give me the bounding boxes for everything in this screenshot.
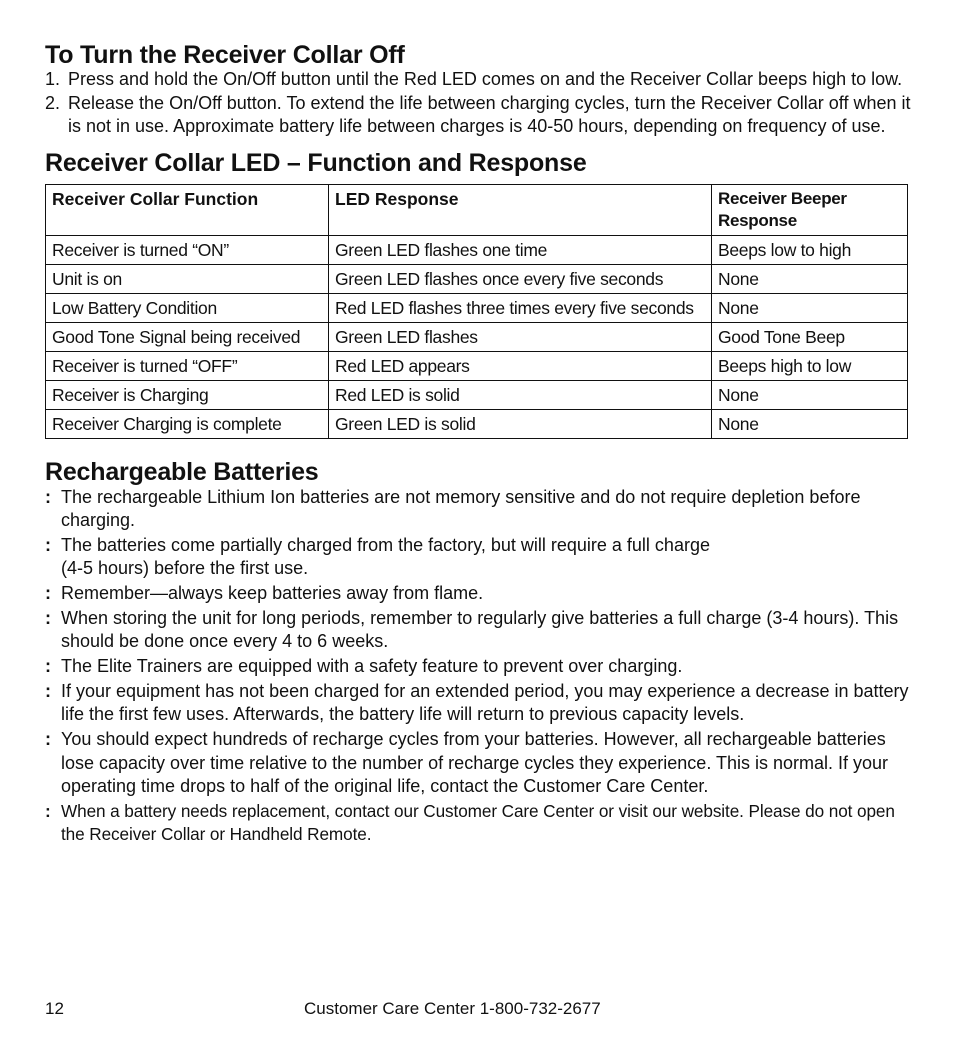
cell-led-response: Green LED flashes one time (329, 235, 712, 264)
section-title-batteries: Rechargeable Batteries (45, 457, 319, 486)
table-row (46, 409, 908, 438)
list-item (45, 728, 911, 798)
list-item (45, 534, 911, 580)
cell-led-response: Red LED appears (329, 351, 712, 380)
bullet-text: If your equipment has not been charged for an extended period, you may experience a decrease in battery life the first few uses. Afterwards, the battery life will return to previous capacity levels. (61, 681, 909, 725)
bullet-text: The Elite Trainers are equipped with a safety feature to prevent over charging. (61, 656, 683, 677)
cell-function: Good Tone Signal being received (46, 322, 329, 351)
bullet-mark: : (45, 534, 51, 555)
cell-function: Unit is on (46, 264, 329, 293)
table-body (46, 235, 908, 438)
manual-page (45, 40, 911, 848)
bullet-text: Remember—always keep batteries away from flame. (61, 582, 484, 603)
bullet-text: You should expect hundreds of recharge cycles from your batteries. However, all rechargeable batteries lose capacity over time relative to the number of recharge cycles they experience. This is normal. If your operating time drops to half of the original life, contact the Customer Care Center. (61, 729, 889, 796)
table-row (46, 322, 908, 351)
bullet-mark: : (45, 681, 51, 702)
step-item (45, 68, 911, 92)
step-number: 2. (45, 92, 61, 113)
bullet-text: The batteries come partially charged from the factory, but will require a full charge (61, 534, 710, 555)
column-header-led: LED Response (329, 184, 712, 235)
bullet-mark: : (45, 486, 51, 507)
list-item (45, 486, 911, 532)
cell-beeper-response: None (712, 264, 908, 293)
cell-function: Receiver Charging is complete (46, 409, 329, 438)
customer-care-phone: Customer Care Center 1-800-732-2677 (304, 999, 601, 1018)
section-title-led: Receiver Collar LED – Function and Response (45, 148, 587, 177)
cell-beeper-response: None (712, 380, 908, 409)
cell-led-response: Red LED flashes three times every five seconds (329, 293, 712, 322)
section-turn-off (45, 40, 911, 139)
turn-off-steps (45, 68, 911, 139)
cell-led-response: Green LED is solid (329, 409, 712, 438)
list-item (45, 655, 911, 678)
bullet-mark: : (45, 800, 51, 821)
section-led-table (45, 148, 911, 439)
cell-beeper-response: Beeps low to high (712, 235, 908, 264)
table-row (46, 235, 908, 264)
cell-beeper-response: Good Tone Beep (712, 322, 908, 351)
step-text: Press and hold the On/Off button until the Red LED comes on and the Receiver Collar beeps high to low. (68, 69, 903, 89)
cell-led-response: Red LED is solid (329, 380, 712, 409)
battery-bullet-list (45, 486, 911, 847)
step-text: Release the On/Off button. To extend the life between charging cycles, turn the Receiver Collar off when it is not in use. Approximate battery life between charges is 40-50 hours, depending on frequency of use. (68, 92, 911, 136)
table-row (46, 264, 908, 293)
cell-beeper-response: None (712, 409, 908, 438)
column-header-beeper: Receiver Beeper Response (712, 184, 908, 235)
cell-beeper-response: None (712, 293, 908, 322)
cell-led-response: Green LED flashes once every five seconds (329, 264, 712, 293)
bullet-text: The rechargeable Lithium Ion batteries are not memory sensitive and do not require depletion before charging. (61, 486, 861, 530)
step-item (45, 92, 911, 139)
list-item (45, 680, 911, 726)
list-item (45, 582, 911, 605)
table-row (46, 380, 908, 409)
bullet-text-continued: (4-5 hours) before the first use. (61, 557, 309, 578)
led-function-table (45, 184, 908, 439)
table-row (46, 293, 908, 322)
cell-function: Low Battery Condition (46, 293, 329, 322)
bullet-text: When a battery needs replacement, contact our Customer Care Center or visit our website. Please do not open the Receiver Collar or Handheld Remote. (61, 800, 895, 844)
list-item (45, 607, 911, 653)
cell-function: Receiver is turned “ON” (46, 235, 329, 264)
table-header-row (46, 184, 908, 235)
bullet-mark: : (45, 729, 51, 750)
page-number: 12 (45, 999, 64, 1018)
step-number: 1. (45, 69, 61, 89)
cell-led-response: Green LED flashes (329, 322, 712, 351)
list-item (45, 800, 911, 846)
bullet-mark: : (45, 582, 51, 603)
cell-function: Receiver is turned “OFF” (46, 351, 329, 380)
bullet-mark: : (45, 656, 51, 677)
bullet-text: When storing the unit for long periods, remember to regularly give batteries a full charge (3-4 hours). This should be done once every 4 to 6 weeks. (61, 607, 899, 652)
section-title-turn-off: To Turn the Receiver Collar Off (45, 41, 405, 69)
column-header-function: Receiver Collar Function (46, 184, 329, 235)
cell-function: Receiver is Charging (46, 380, 329, 409)
table-row (46, 351, 908, 380)
bullet-mark: : (45, 607, 51, 628)
cell-beeper-response: Beeps high to low (712, 351, 908, 380)
section-batteries (45, 457, 911, 847)
